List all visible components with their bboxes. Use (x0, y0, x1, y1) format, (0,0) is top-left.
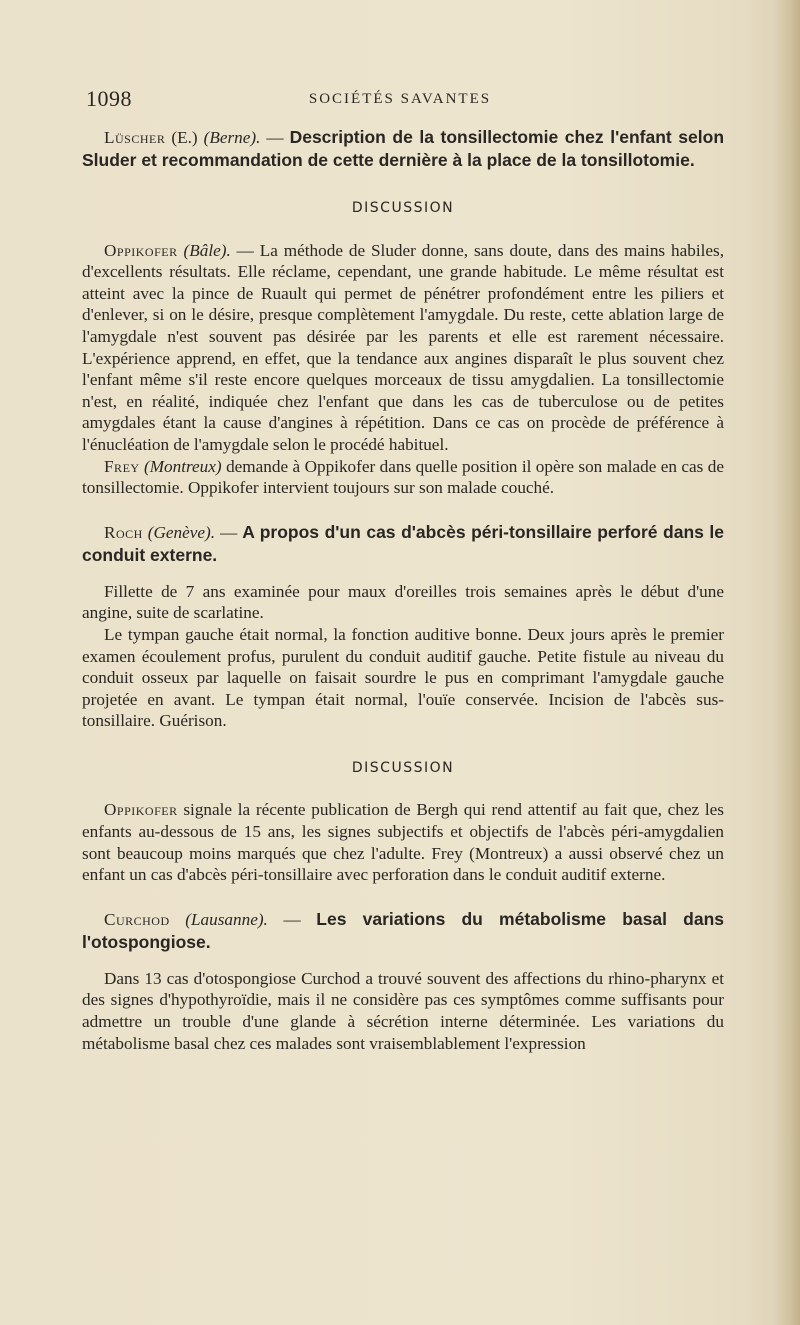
page-header (0, 86, 800, 116)
entry-heading (82, 521, 724, 567)
communication-title: A propos d'un cas d'abcès péri-tonsillaire perforé dans le conduit externe. (82, 521, 725, 565)
author-name: Roch (104, 522, 143, 542)
discussion-paragraph (82, 799, 724, 885)
case-paragraph: Fillette de 7 ans examinée pour maux d'oreilles trois semaines après le début d'une angine, suite de scarlatine. (82, 581, 724, 623)
speaker-name: Frey (104, 456, 140, 476)
discussion-paragraph (82, 240, 724, 456)
discussion-paragraph (82, 456, 724, 499)
discussion-1 (82, 240, 724, 499)
speaker-place: (Bâle). (183, 240, 231, 260)
entry-curchod (82, 908, 724, 1054)
entry-heading (82, 908, 724, 954)
paragraph-text: demande à Oppikofer dans quelle position il opère son malade en cas de tonsillectomie. Oppikofer intervient toujours sur son malade couché. (82, 456, 724, 498)
author-place: (Berne). (203, 128, 261, 147)
paragraph-text: signale la récente publication de Bergh qui rend attentif au fait que, chez les enfants au-dessous de 15 ans, les signes subjectifs et objectifs de l'abcès péri-amygdalien sont beaucoup moins marqués que chez l'adulte. Frey (Montreux) a aussi observé chez un enfant un cas d'abcès péri-tonsillaire avec perforation dans le conduit auditif externe. (82, 800, 724, 885)
speaker-name: Oppikofer (104, 800, 178, 820)
entry-heading (82, 126, 724, 172)
case-paragraph: Le tympan gauche était normal, la fonction auditive bonne. Deux jours après le premier examen écoulement profus, purulent du conduit auditif gauche. Petite fistule au niveau du conduit osseux par laquelle on faisait sourdre le pus en comprimant l'amygdale gauche projetée en avant. Le tympan était normal, l'ouïe conservée. Incision de l'abcès sus-tonsillaire. Guérison. (82, 624, 724, 731)
running-head: SOCIÉTÉS SAVANTES (308, 91, 492, 107)
communication-title: Les variations du métabolisme basal dans l'otospongiose. (82, 908, 725, 952)
heading-dash: — (267, 909, 317, 929)
author-place: (Lausanne). (185, 909, 268, 929)
author-initial: (E.) (171, 128, 198, 147)
paragraph-text: — La méthode de Sluder donne, sans doute, dans des mains habiles, d'excellents résultats. Elle réclame, cependant, une grande habitude. Le même résultat est atteint avec la pince de Ruault qui permet de pénétrer profondément entre les piliers et d'enlever, si on le désire, presque complètement l'amygdale. Du reste, cette ablation large de l'amygdale n'est souvent pas désirée par les parents et elle est rarement nécessaire. L'expérience apprend, en effet, que la tendance aux angines disparaît le plus souvent chez l'enfant même s'il reste encore quelques morceaux de tissu amygdalien. La tonsillectomie n'est, en réalité, indiquée chez l'enfant que dans les cas de tuberculose ou de petites amygdales étant la cause d'angines à répétition. Dans ce cas on procède de préférence à l'énucléation de l'amygdale selon le procédé habituel. (82, 240, 724, 454)
discussion-2 (82, 799, 724, 885)
page-edge-shadow (774, 0, 800, 1325)
page-body (82, 126, 724, 1054)
discussion-heading: DISCUSSION (351, 200, 455, 216)
page-number: 1098 (86, 86, 132, 111)
speaker-place: (Montreux) (144, 456, 222, 476)
speaker-name: Oppikofer (104, 240, 178, 260)
author-place: (Genève). (147, 522, 216, 542)
entry-roch (82, 521, 724, 732)
author-name: Curchod (104, 909, 170, 929)
body-paragraph: Dans 13 cas d'otospongiose Curchod a trouvé souvent des affections du rhino-pharynx et des signes d'hypothyroïdie, mais il ne considère pas ces symptômes comme suffisants pour admettre un trouble d'une glande à sécrétion interne déterminée. Les variations du métabolisme basal chez ces malades sont vraisemblablement l'expression (82, 968, 724, 1053)
entry-luscher (82, 126, 724, 172)
communication-title: Description de la tonsillectomie chez l'enfant selon Sluder et recommandation de cette dernière à la place de la tonsillotomie. (82, 127, 725, 170)
heading-dash: — (215, 522, 243, 542)
discussion-heading: DISCUSSION (351, 759, 455, 776)
heading-dash: — (260, 128, 290, 147)
author-name: Lüscher (104, 128, 166, 147)
